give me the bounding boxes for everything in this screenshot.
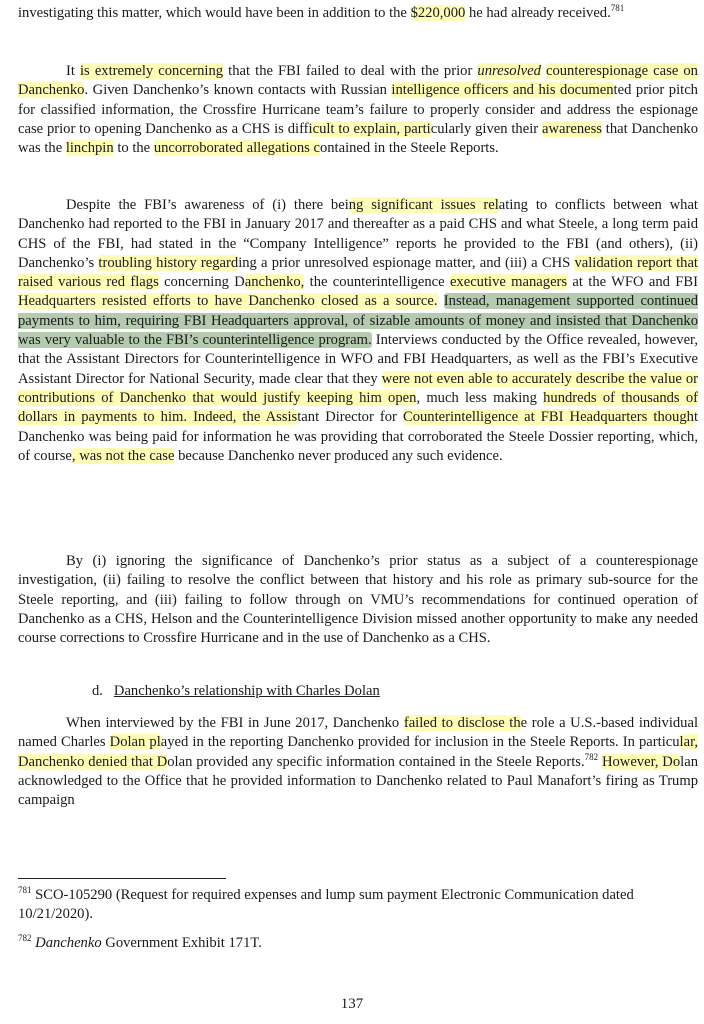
highlight: anchenko, — [244, 274, 305, 291]
section-letter: d. — [92, 683, 103, 699]
highlight: Counterintelligence at FBI Headquarters though — [402, 409, 694, 426]
highlight: ng significant issues rel — [348, 197, 499, 213]
highlight: failed to disclose th — [403, 715, 521, 731]
footnote-781: $^{781}$ SCO-105290 (Request for required expenses and lump sum payment Electronic Communication dated 10/21/2020). — [18, 885, 634, 923]
footnote-number: 781 — [18, 885, 32, 896]
highlight: intelligence officers and his documen — [391, 82, 614, 99]
paragraph-2: It is extremely concerning that the FBI failed to deal with the prior unresolved counterespionage case on Danchenko. Given Danchenko’s known contacts with Russian intelligence officers and his documented prior pitch for classified information, the Crossfire Hurricane team’s failure to properly consider and address the espionage case prior to opening Danchenko as a CHS is difficult to explain, particularly given their awareness that Danchenko was the linchpin to the uncorroborated allegations contained in the Steele Reports. — [18, 63, 698, 157]
highlight: $220,000 — [410, 5, 466, 21]
paragraph-4: By (i) ignoring the significance of Danchenko’s prior status as a subject of a counterespionage investigation, (ii) failing to resolve the conflict between that history and his role as primary sub-source for the Steele reporting, and (iii) failing to follow through on VMU’s recommendations for continued operation of Danchenko as a CHS, Helson and the Counterintelligence Division missed another opportunity to make any needed course corrections to Crossfire Hurricane and in the use of Danchenko as a CHS. — [18, 553, 698, 647]
highlight: unresolved — [477, 63, 541, 79]
highlight: counterespionage case on Danchenko — [18, 63, 698, 99]
highlight: were not even able to accurately describe the value or contributions of Danchenko that would justify keeping him open — [18, 370, 698, 406]
paragraph-1: investigating this matter, which would have been in addition to the $220,000 he had already received.$^{781}$ — [18, 3, 625, 21]
footnote-782: $^{782}$ Danchenko Government Exhibit 171T. — [18, 933, 262, 951]
paragraph-5: When interviewed by the FBI in June 2017, Danchenko failed to disclose the role a U.S.-based individual named Charles Dolan played in the reporting Danchenko provided for inclusion in the Steele Reports. In particular, Danchenko denied that Dolan provided any specific information contained in the Steele Reports.$^{782}$ However, Dolan acknowledged to the Office that he provided information to Danchenko related to Paul Manafort’s firing as Trump campaign — [18, 715, 699, 809]
highlight: linchpin — [65, 140, 114, 157]
highlight: validation report that raised various red flags — [18, 254, 698, 291]
green-highlight: Instead, management supported continued payments to him, requiring FBI Headquarters approval, of sizable amounts of money and insisted that Danchenko was very valuable to the FBI’s counterintelligence program. — [18, 293, 699, 349]
highlight: Headquarters resisted efforts to have Danchenko closed as a source. — [18, 293, 438, 310]
paragraph-3: Despite the FBI’s awareness of (i) there being significant issues relating to conflicts between what Danchenko had reported to the FBI in January 2017 and thereafter as a paid CHS and what Steele, a long term paid CHS of the FBI, had stated in the “Company Intelligence” reports he provided to the FBI (and others), (ii) Danchenko’s troubling history regarding a prior unresolved espionage matter, and (iii) a CHS validation report that raised various red flags concerning Danchenko, the counterintelligence executive managers at the WFO and FBI Headquarters resisted efforts to have Danchenko closed as a source. Instead, management supported continued payments to him, requiring FBI Headquarters approval, of sizable amounts of money and insisted that Danchenko was very valuable to the FBI’s counterintelligence program. Interviews conducted by the Office revealed, however, that the Assistant Directors for Counterintelligence in WFO and FBI Headquarters, as well as the FBI’s Executive Assistant Director for National Security, made clear that they were not even able to accurately describe the value or contributions of Danchenko that would justify keeping him open, much less making hundreds of thousands of dollars in payments to him. Indeed, the Assistant Director for Counterintelligence at FBI Headquarters thought Danchenko was being paid for information he was providing that corroborated the Steele Dossier reporting, which, of course, was not the case because Danchenko never produced any such evidence. — [18, 197, 699, 464]
page-number: 137 — [340, 996, 364, 1012]
footnote-number: 782 — [18, 933, 32, 944]
highlight: icult to explain, parti — [308, 120, 431, 137]
footnote-ref-781: 781 — [610, 3, 625, 14]
highlight: is extremely concerning — [80, 63, 224, 79]
highlight: However, Do — [601, 753, 681, 770]
footnote-ref-782: 782 — [584, 751, 599, 762]
highlight: troubling history regard — [98, 254, 239, 271]
highlight: awareness — [541, 120, 602, 137]
highlight: uncorroborated allegations c — [153, 140, 320, 157]
section-title: Danchenko’s relationship with Charles Dolan — [113, 683, 380, 699]
highlight: , was not the case — [71, 447, 175, 464]
highlight: hundreds of thousands of dollars in payments to him. Indeed, the Assis — [18, 389, 698, 426]
footnote-divider — [18, 878, 226, 879]
highlight: lar, Danchenko denied that D — [18, 734, 698, 770]
highlight: executive managers — [449, 274, 568, 291]
highlight: Dolan pl — [109, 734, 161, 751]
section-heading — [92, 682, 380, 701]
